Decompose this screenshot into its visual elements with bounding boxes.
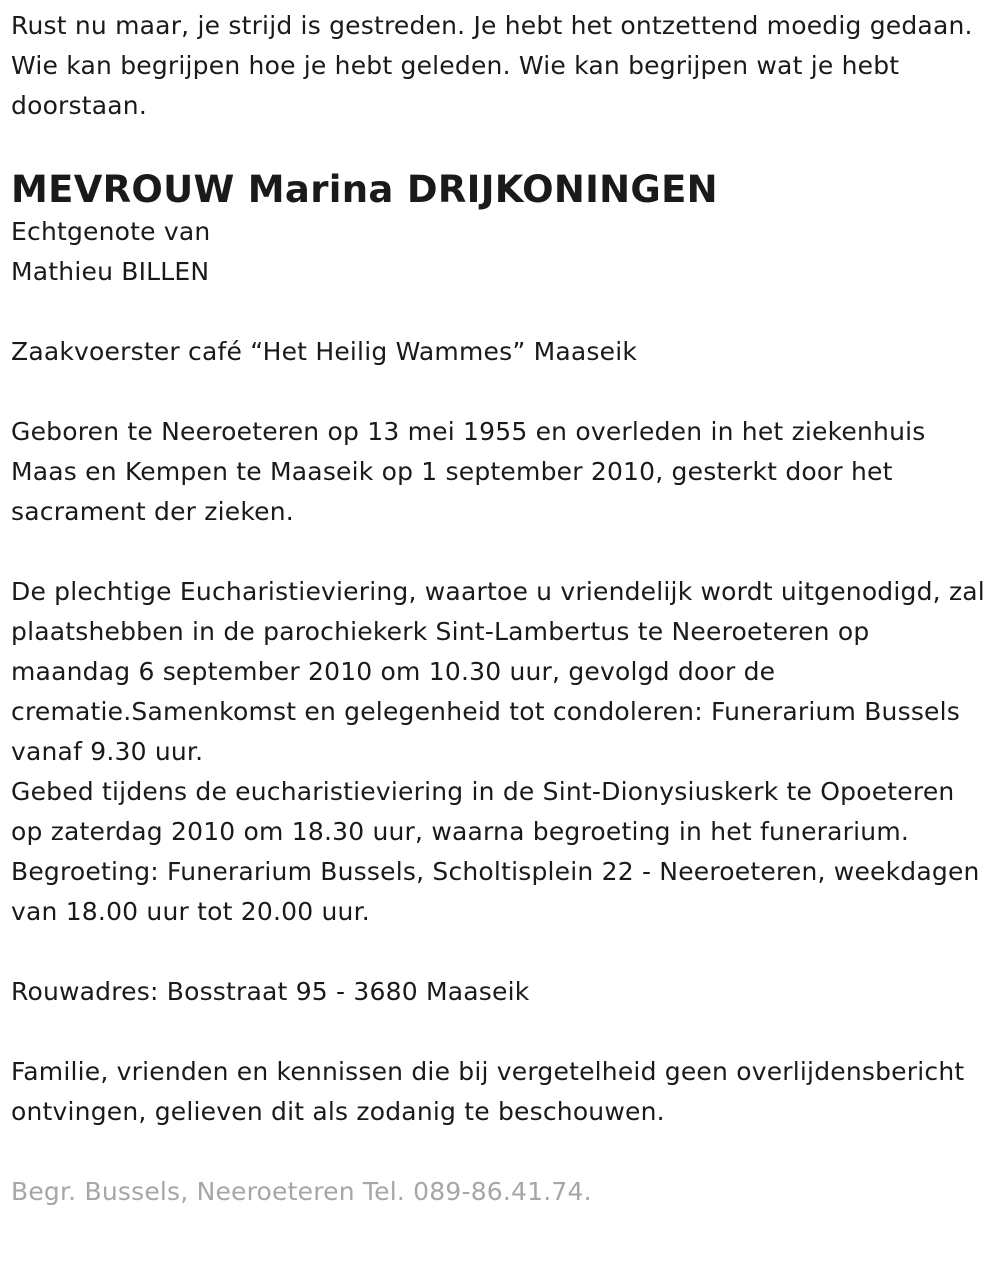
occupation: Zaakvoerster café “Het Heilig Wammes” Maaseik: [11, 337, 638, 366]
mourning-address: Rouwadres: Bosstraat 95 - 3680 Maaseik: [11, 977, 530, 1006]
birth-death-details: Geboren te Neeroeteren op 13 mei 1955 en overleden in het ziekenhuis Maas en Kempen te Maaseik op 1 september 2010, gesterkt door het sacrament der zieken.: [11, 417, 926, 526]
funeral-home-footer: Begr. Bussels, Neeroeteren Tel. 089-86.41.74.: [11, 1177, 592, 1206]
service-greeting: Begroeting: Funerarium Bussels, Scholtisplein 22 - Neeroeteren, weekdagen van 18.00 uur tot 20.00 uur.: [11, 857, 980, 926]
service-eucharist: De plechtige Eucharistieviering, waartoe u vriendelijk wordt uitgenodigd, zal plaatshebben in de parochiekerk Sint-Lambertus te Neeroeteren op maandag 6 september 2010 om 10.30 uur, gevolgd door de crematie.Samenkomst en gelegenheid tot condoleren: Funerarium Bussels vanaf 9.30 uur.: [11, 577, 985, 766]
spouse-label: Echtgenote van: [11, 217, 211, 246]
spouse-name: Mathieu BILLEN: [11, 257, 210, 286]
service-prayer: Gebed tijdens de eucharistieviering in de Sint-Dionysiuskerk te Opoeteren op zaterdag 2010 om 18.30 uur, waarna begroeting in het funerarium.: [11, 777, 955, 846]
intro-poem: Rust nu maar, je strijd is gestreden. Je hebt het ontzettend moedig gedaan. Wie kan begrijpen hoe je hebt geleden. Wie kan begrijpen wat je hebt doorstaan.: [11, 11, 973, 120]
deceased-name: MEVROUW Marina DRIJKONINGEN: [11, 168, 718, 211]
notice: Familie, vrienden en kennissen die bij vergetelheid geen overlijdensbericht ontvingen, gelieven dit als zodanig te beschouwen.: [11, 1057, 965, 1126]
